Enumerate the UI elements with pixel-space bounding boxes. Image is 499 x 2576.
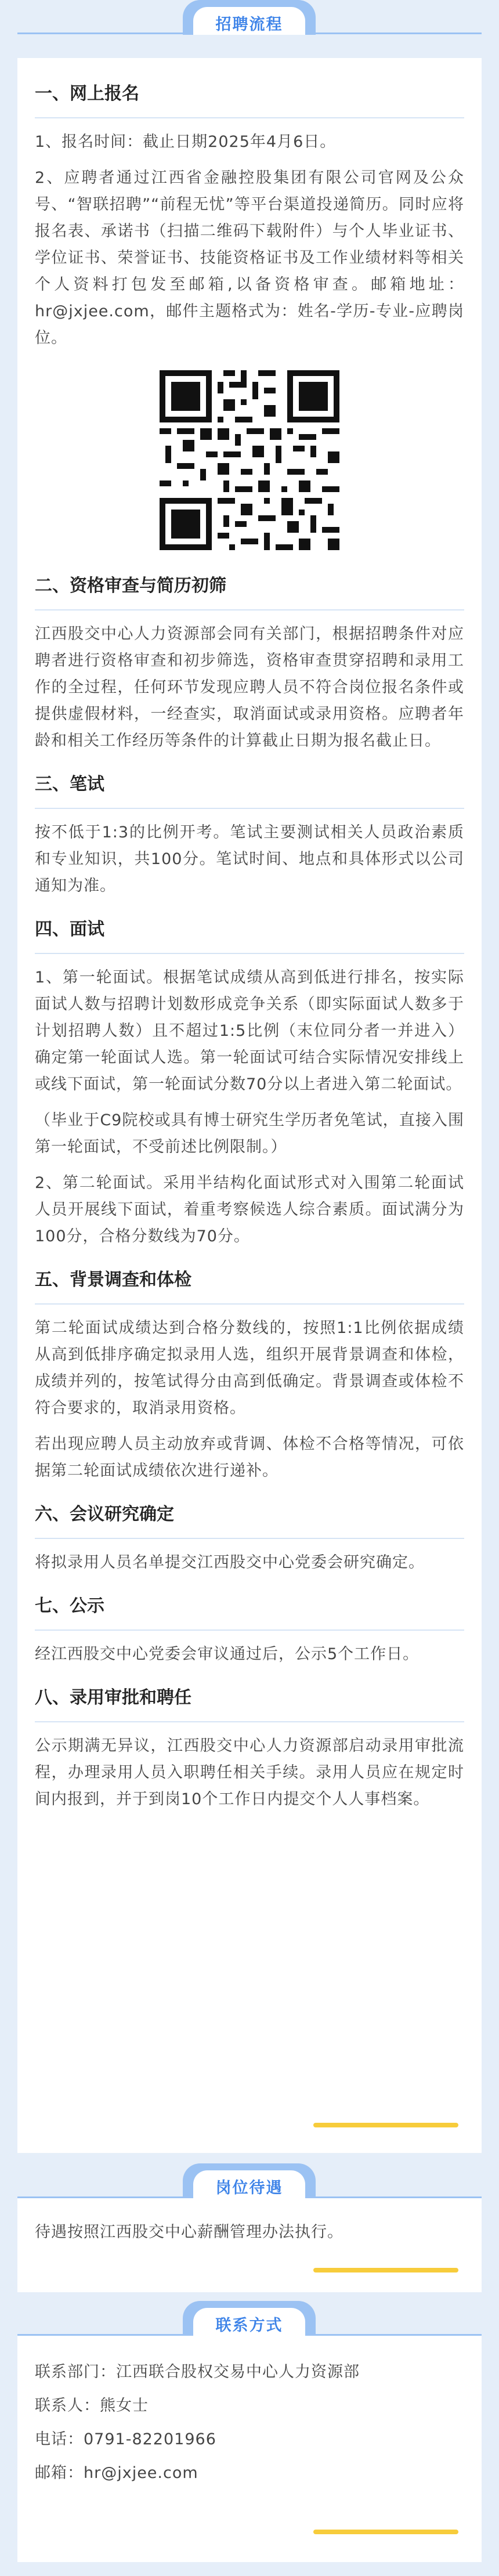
accent-bar (313, 2530, 458, 2534)
section-hiring-approval (35, 1685, 464, 1813)
section-heading: 八、录用审批和聘任 (35, 1688, 191, 1708)
qr-code-icon (154, 364, 345, 556)
section-paragraph: 经江西股交中心党委会审议通过后，公示5个工作日。 (35, 1645, 420, 1663)
contact-card (17, 2336, 482, 2562)
contact-person: 联系人：熊女士 (35, 2397, 149, 2415)
section-paragraph: （毕业于C9院校或具有博士研究生学历者免笔试，直接入围第一轮面试，不受前述比例限制。） (35, 1111, 464, 1156)
section-paragraph: 2、第二轮面试。采用半结构化面试形式对入围第二轮面试人员开展线下面试，着重考察候选人综合素质。面试满分为100分，合格分数线为70分。 (35, 1174, 464, 1245)
section-divider (35, 808, 464, 809)
section-divider (35, 953, 464, 954)
accent-bar (313, 2268, 458, 2272)
section-paragraph: 若出现应聘人员主动放弃或背调、体检不合格等情况，可依据第二轮面试成绩依次进行递补。 (35, 1435, 464, 1480)
section-paragraph: 按不低于1:3的比例开考。笔试主要测试相关人员政治素质和专业知识，共100分。笔试时间、地点和具体形式以公司通知为准。 (35, 823, 464, 895)
section-heading: 一、网上报名 (35, 84, 139, 104)
recruit-process-card (17, 58, 482, 2153)
section-written-test (35, 772, 464, 899)
tab-benefits-label: 岗位待遇 (215, 2179, 283, 2197)
section-paragraph: 1、报名时间：截止日期2025年4月6日。 (35, 133, 337, 151)
benefits-card (17, 2198, 482, 2292)
section-qualification-review (35, 573, 464, 754)
section-heading: 六、会议研究确定 (35, 1504, 174, 1524)
section-publicity (35, 1594, 464, 1668)
section-divider (35, 1303, 464, 1305)
contact-phone: 电话：0791-82201966 (35, 2430, 216, 2448)
section-paragraph: 江西股交中心人力资源部会同有关部门，根据招聘条件对应聘者进行资格审查和初步筛选，资格审查贯穿招聘和录用工作的全过程，任何环节发现应聘人员不符合岗位报名条件或提供虚假材料，一经查实，取消面试或录用资格。应聘者年龄和相关工作经历等条件的计算截止日期为报名截止日。 (35, 625, 464, 750)
section-paragraph: 将拟录用人员名单提交江西股交中心党委会研究确定。 (35, 1553, 425, 1571)
tab-contact-label: 联系方式 (215, 2317, 283, 2335)
section-heading: 五、背景调查和体检 (35, 1270, 191, 1290)
section-heading: 四、面试 (35, 919, 104, 940)
tab-recruit-process-label: 招聘流程 (215, 16, 283, 34)
section-divider (35, 117, 464, 118)
tab-recruit-process (183, 0, 316, 35)
section-heading: 七、公示 (35, 1596, 104, 1616)
section-divider (35, 609, 464, 610)
accent-bar (313, 2123, 458, 2127)
section-divider (35, 1630, 464, 1631)
tab-benefits (183, 2163, 316, 2198)
section-divider (35, 1721, 464, 1722)
contact-email[interactable]: 邮箱：hr@jxjee.com (35, 2464, 198, 2482)
section-paragraph: 公示期满无异议，江西股交中心人力资源部启动录用审批流程，办理录用人员入职聘任相关手续。录用人员应在规定时间内报到，并于到岗10个工作日内提交个人人事档案。 (35, 1737, 464, 1808)
tab-contact (183, 2301, 316, 2336)
section-paragraph: 第二轮面试成绩达到合格分数线的，按照1:1比例依据成绩从高到低排序确定拟录用人选，组织开展背景调查和体检，成绩并列的，按笔试得分由高到低确定。背景调查或体检不符合要求的，取消录用资格。 (35, 1319, 464, 1417)
section-interview (35, 917, 464, 1250)
section-heading: 二、资格审查与简历初筛 (35, 576, 226, 596)
contact-department: 联系部门：江西联合股权交易中心人力资源部 (35, 2363, 360, 2381)
benefits-text: 待遇按照江西股交中心薪酬管理办法执行。 (35, 2223, 343, 2241)
section-paragraph: 2、应聘者通过江西省金融控股集团有限公司官网及公众号、“智联招聘”“前程无忧”等平台渠道投递简历。同时应将报名表、承诺书（扫描二维码下载附件）与个人毕业证书、学位证书、荣誉证书、技能资格证书及工作业绩材料等相关个人资料打包发至邮箱,以备资格审查。邮箱地址：hr@jxjee.com，邮件主题格式为：姓名-学历-专业-应聘岗位。 (35, 169, 464, 347)
section-online-apply (35, 81, 464, 556)
section-paragraph: 1、第一轮面试。根据笔试成绩从高到低进行排名，按实际面试人数与招聘计划数形成竞争关系（即实际面试人数多于计划招聘人数）且不超过1:5比例（末位同分者一并进入）确定第一轮面试人选。第一轮面试可结合实际情况安排线上或线下面试，第一轮面试分数70分以上者进入第二轮面试。 (35, 969, 464, 1093)
section-background-check (35, 1267, 464, 1484)
section-divider (35, 1538, 464, 1539)
section-meeting-decision (35, 1502, 464, 1576)
section-heading: 三、笔试 (35, 774, 104, 794)
